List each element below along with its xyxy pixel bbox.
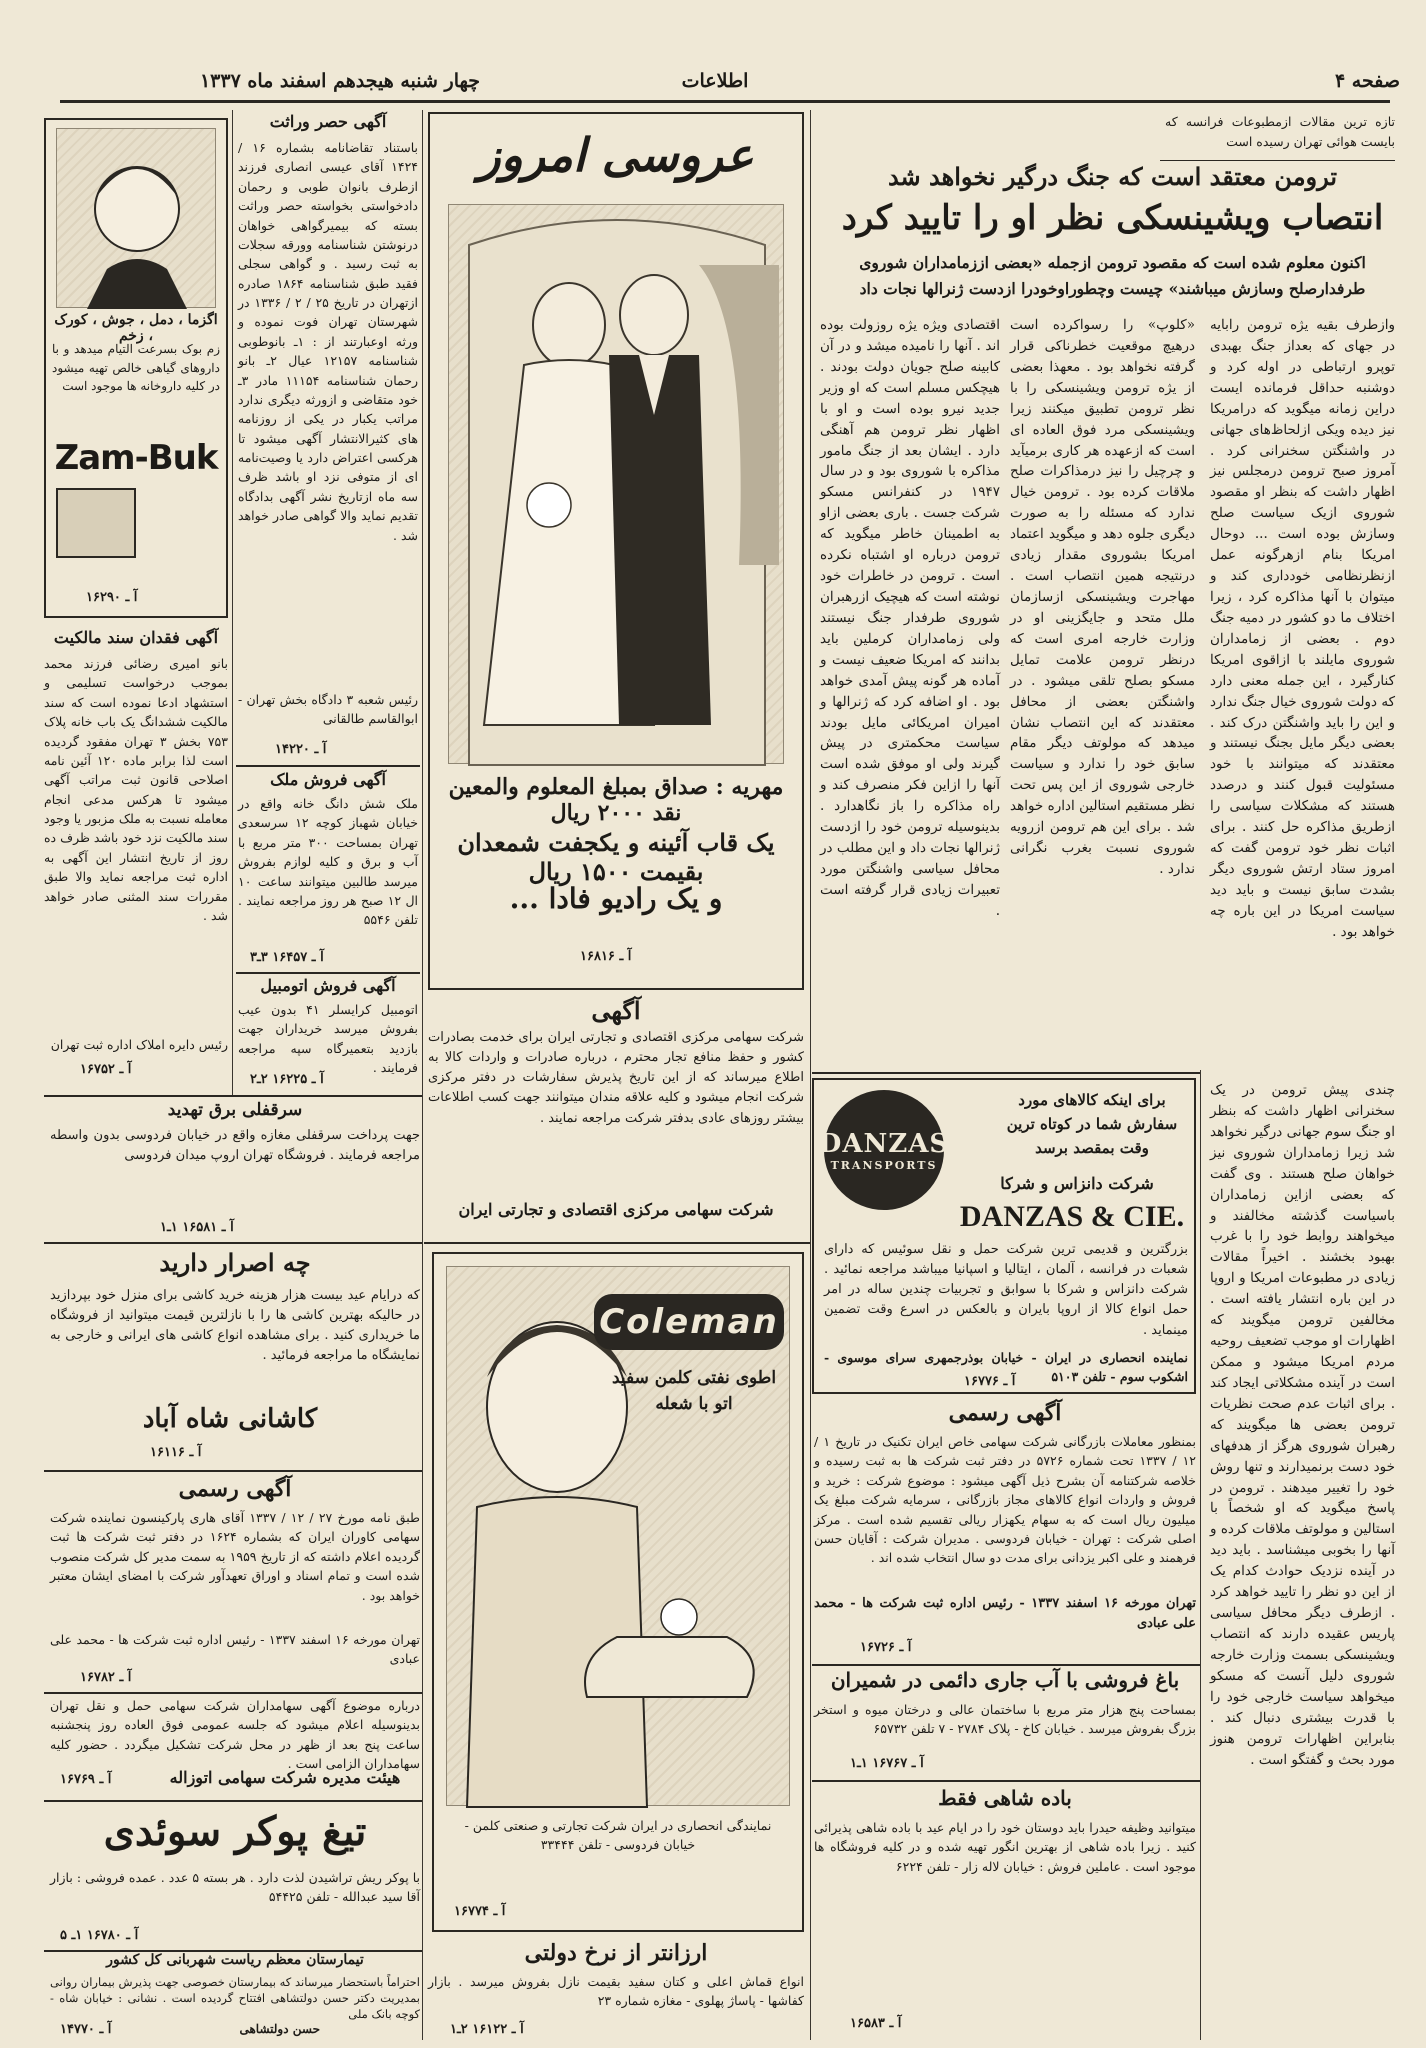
lost-notice-body: بانو امیری رضائی فرزند محمد بموجب درخواست تسلیمی و استشهاد ادعا نموده است که سند مالکیت ششدانگ یک باب خانه پلاک ۷۵۳ بخش ۳ تهران مفقود گردیده است لذا برابر ماده ۱۲۰ آئین نامه اصلاحی قانون ثبت مراتب آگهی میشود تا هرکس مدعی انجام معامله نسبت به ملک مزبور یا وجود سند مالکیت نزد خود باشد ظرف ده روز از تاریخ انتشار این آگهی به اداره ثبت مراجعه نماید والا طبق مقررات سند المثنی صادر خواهد شد . (44, 656, 228, 923)
article-headline: انتصاب ویشینسکی نظر او را تایید کرد (841, 198, 1384, 238)
zambuk-box-icon (56, 488, 136, 558)
garden-sale-body: بمساحت پنج هزار متر مربع با ساختمان عالی و درختان میوه و استخر بزرگ بفروش میرسد . خیابان کاخ - پلاک ۲۷۸۴ - ۷ تلفن ۶۵۷۳۲ (814, 1702, 1196, 1737)
page-number: صفحه ۴ (1334, 70, 1400, 92)
column-divider (422, 110, 423, 2040)
danzas-logo-icon (818, 1090, 950, 1210)
danzas-code: آ ـ ۱۶۷۷۶ (964, 1374, 1016, 1389)
zambuk-caption: اگزما ، دمل ، جوش ، کورک ، زخم (54, 312, 218, 344)
article-column-2: «کلوپ» را رسواکرده است درهیچ موقعیت خطرناکی قرار گرفته نخواهد بود . معهذا بعضی از یژ‌ه ترومن ویشینسکی را با نظر ترومن تطبیق میکنند زیرا ویشینسکی مرد فوق العاده ای است که ازعهده هر کاری برمیآید و چرچیل را نیز درمذاکرات صلح ملاقات کرده بود . ترومن خیال ندارد که مسئله را به صورت دیگری جلوه دهد و میگوید اعتماد امریکا بشوروی مقدار زیادی درنتیجه همین انتصاب است . مهاجرت ویشینسکی ازسازمان ملل متحد و جایگزینی او در وزارت خارجه امری است که درنظر ترومن علامت تمایل مسکو بصلح تلقی میشود . در واشنگتن بعضی از محافل معتقدند که این انتصاب نشان میدهد که مولوتف دیگر مقام سابق خود را ندارد و سیاست خارجی شوروی از این پس تحت نظر مستقیم استالین اداره خواهد شد . برای این هم ترومن ازرویه شوروی نسبت بغرب نگرانی ندارد . (1010, 317, 1195, 877)
company-registration-body: بمنظور معاملات بازرگانی شرکت سهامی خاص ایران تکنیک در تاریخ ۱ / ۱۲ / ۱۳۳۷ تحت شماره ۵۷۲۶ در دفتر ثبت شرکت ها به ثبت رسیده و خلاصه شرکتنامه آن بشرح ذیل آگهی میشود : موضوع شرکت : خرید و فروش و واردات انواع کالاهای مجاز بازرگانی ، سرمایه شرکت مبلغ یک میلیون ریال است که به سهام یکهزار ریالی تقسیم شده است . مرکز اصلی شرکت : تهران - خیابان فردوسی . مدیران شرکت : آقایان حسن فرهمند و علی اکبر یزدانی برای مدت دو سال انتخاب شده اند . (814, 1434, 1196, 1566)
bride-ad (428, 112, 804, 990)
fabric-ad-title: ارزانتر از نرخ دولتی (524, 1940, 708, 1966)
zambuk-body: زم بوک بسرعت التیام میدهد و با داروهای گیاهی خالص تهیه میشود در کلیه داروخانه ها موجود است (52, 342, 220, 394)
tile-shop-title: چه اصرار دارید (159, 1248, 311, 1277)
coleman-brand: Coleman (594, 1294, 784, 1350)
bride-ad-title: عروسی امروز (478, 128, 754, 182)
article-column-1: وازطرف بقیه یژ‌ه ترومن رابایه در ‌جهای که بعداز جنگ بهبدی توپرو ارتباطی در اوله کرد و دوشنبه حداقل فرمانده ایست دراین زمانه میگوید که درامریکا نیز دیده ویکی ازلحاظ‌های جهانی در واشنگتن سخنرانی کرد . آمروز صبح ترومن درمجلس نیز اظهار داشت که بنظر او مقصود شوروی ازیک سیاست صلح وسازش بوده است ... دوحال امریکا بنام ازهرگونه عمل ازنظرنظامی خودداری کند و میتوان با آنها مذاکره کرد ، زیرا اختلاف ما دو کشور در دمیه جنگ دوم . بعضی از زمامداران شوروی مایلند با ازاقوی امریکا کنارگیرد ، این جمله معنی دارد که دولت شوروی خیال جنگ ندارد و این را باید واشنگتن درک کند . بعضی دیگر مایل بجنگ نیستند و معتقدند که میتوانند با خود مسئولیت قبول کنند و درصدد هستند که مشکلات سیاسی را ازطریق مذاکره حل کنند . برای اثبات نظر خود ترومن گفت که امروز ستاد ارتش شوروی دیگر بشدت سابق نیست و باید دید سیاست امریکا در این باره چه خواهد بود . (1210, 317, 1395, 940)
bride-ad-line-3: و یک رادیو فادا ... (509, 882, 723, 915)
bride-ad-code: آ ـ ۱۶۸۱۶ (580, 949, 632, 964)
masthead-rule (60, 100, 1390, 103)
section-rule (236, 972, 420, 974)
danzas-brand: DANZAS & CIE. (959, 1200, 1185, 1233)
inheritance-title: آگهی حصر وراثت (269, 112, 387, 131)
garden-sale-title: باغ فروشی با آب جاری دائمی در شمیران (830, 1668, 1180, 1692)
woman-face-icon (57, 129, 217, 309)
section-rule (812, 1780, 1200, 1782)
brief-note: تازه ترین مقالات ازمطبوعات فرانسه که بایست هوائی تهران رسیده است (1165, 114, 1395, 149)
article-kicker: ترومن معتقد است که جنگ درگیر نخواهد شد (887, 162, 1338, 191)
zambuk-code: آ ـ ۱۶۲۹۰ (86, 590, 138, 605)
fabric-ad-body: انواع قماش اعلی و کتان سفید بقیمت نازل بفروش میرسد . بازار کفاشها - پاساژ پهلوی - مغازه شماره ۲۳ (428, 1974, 804, 2009)
wine-ad-code: آ ـ ۱۶۵۸۳ (850, 2016, 902, 2031)
coleman-ad (432, 1252, 804, 1932)
property-sale-body: ملک شش دانگ خانه واقع در خیابان شهباز کوچه ۱۲ سرسعدی تهران بمساحت ۳۰۰ متر مربع با آب و برق و کلیه لوازم بفروش میرسد طالبین میتوانند ساعت ۱۰ ال ۱۲ صبح هر روز مراجعه نمایند . تلفن ۵۵۴۶ (238, 796, 419, 928)
bride-ad-line-2: یک قاب آئینه و یکجفت شمعدان بقیمت ۱۵۰۰ ریال (457, 828, 775, 886)
tile-shop-body: که درایام عید بیست هزار هزینه خرید کاشی برای منزل خود بپردازید در حالیکه بهترین کاشی ها را با نازلترین قیمت میتوانید از فروشگاه ما خریداری کنید . برای مشاهده انواع کاشی های ایرانی و خارجی به نمایشگاه ما مراجعه فرمائید . (50, 1288, 420, 1364)
shop-ad-body: جهت پرداخت سرقفلی مغازه واقع در خیابان فردوسی بدون واسطه مراجعه فرمایند . فروشگاه تهران اروپ میدان فردوسی (50, 1128, 420, 1164)
section-rule (812, 1072, 1200, 1074)
clinic-title: تیمارستان معظم ریاست شهربانی کل کشور (106, 1952, 364, 1968)
column-divider (232, 110, 233, 1095)
wine-ad-title: باده شاهی فقط (938, 1786, 1072, 1810)
section-rule (424, 1242, 810, 1244)
article-subhead: اکنون معلوم شده است که مقصود ترومن ازجمله «بعضی اززمامداران شوروی طرفدارصلح وسازش میباشند» چیست وچطوراوخودرا ازدست ژنرالها نجات داد (859, 253, 1366, 299)
official-notice-title: آگهی رسمی (178, 1476, 292, 1502)
section-rule (44, 1242, 422, 1244)
section-rule (44, 1470, 422, 1472)
clinic-body: احتراماً باستحضار میرساند که بیمارستان خصوصی جهت پذیرش بیماران روانی بمدیریت دکتر حسن دولتشاهی افتتاح گردیده است . نشانی : خیابان شاه - کوچه بانک ملی (50, 1975, 420, 2022)
coleman-body: نمایندگی انحصاری در ایران شرکت تجارتی و صنعتی کلمن - خیابان فردوسی - تلفن ۳۳۴۴۴ (464, 1818, 772, 1853)
wine-ad-body: میتوانید وظیفه حیدرا باید دوستان خود را در ایام عید با باده شاهی پذیرائی کنید . زیرا باده شاهی از بهترین انگور تهیه شده و در کلیه فروشگاه ها موجود است . عاملین فروش : خیابان لاله زار - تلفن ۶۲۲۴ (814, 1820, 1196, 1874)
shop-ad-title: سرقفلی برق تهدید (167, 1100, 303, 1120)
car-sale-title: آگهی فروش اتومبیل (260, 976, 396, 995)
inheritance-code: آ ـ ۱۴۲۲۰ (275, 742, 327, 757)
wedding-couple-icon (449, 205, 785, 765)
zambuk-brand: Zam-Buk (54, 438, 218, 478)
danzas-address: نماینده انحصاری در ایران - خیابان بوذرجمهری سرای موسوی - اشکوب سوم - تلفن ۵۱۰۳ (824, 1350, 1188, 1385)
property-sale-title: آگهی فروش ملک (270, 770, 386, 789)
company-ad-body: شرکت سهامی مرکزی اقتصادی و تجارتی ایران برای خدمت بصادرات کشور و حفظ منافع تجار محترم ، درباره صادرات و واردات کالا به اطلاع میرساند که از این تاریخ پذیرش سفارشات در دفتر مرکزی شرکت انجام میشود و کلیه علاقه مندان میتوانند جهت کسب اطلاعات بیشتر روزهای عادی بدفتر شرکت مراجعه نمایند . (428, 1030, 804, 1126)
danzas-logo-subtext: TRANSPORTS (830, 1158, 938, 1172)
coleman-caption: اطوی نفتی کلمن سفید اتو با شعله (611, 1368, 777, 1414)
column-divider (1200, 1070, 1201, 2040)
shop-ad-code: آ ـ ۱۶۵۸۱ ۱ـ۱ (160, 1220, 234, 1235)
clinic-signature: حسن دولتشاهی (239, 2022, 320, 2036)
tile-shop-code: آ ـ ۱۶۱۱۶ (150, 1445, 202, 1460)
inheritance-body: باستناد تقاضانامه بشماره ۱۶ / ۱۴۲۴ آقای عیسی انصاری فرزند ازطرف بانوان طوبی و رحمان دادخواستی بخواسته حصر وراثت بسته که بیمیرگواهی خواهان درنوشتن شناسنامه وورقه سجلات به ثبت رسید . و گواهی سجلی فقید طبق شناسنامه ۱۸۶۴ صادره ازتهران در تاریخ ۲۵ / ۲ / ۱۳۳۶ در شهرستان تهران فوت نموده و ورثه اوعبارتند از : ۱ـ بانوطوبی شناسنامه ۱۲۱۵۷ عیال ۲ـ بانو رحمان شناسنامه ۱۱۱۵۴ مادر ۳ـ خود متقاضی و ازورثه دیگری ندارد مراتب یکبار در یکی از روزنامه های کثیرالانتشار آگهی میشود تا هرکسی اعتراض دارد یا وصیت‌نامه ای از متوفی نزد او باشد ظرف سه ماه ازتاریخ نشر آگهی بدادگاه تقدیم نماید والا گواهی صادر خواهد شد . (238, 140, 419, 543)
bride-ad-line-1: مهریه : صداق بمبلغ المعلوم والمعین نقد ۲۰۰۰ ریال (448, 774, 784, 826)
bride-illustration (448, 204, 784, 764)
danzas-body: بزرگترین و قدیمی ترین شرکت حمل و نقل سوئیس که دارای شعبات در فرانسه ، آلمان ، ایتالیا و اسپانیا میباشد مراجعه نمائید . شرکت دانزاس و شرکا با سوابق و تجربیات چندین ساله در امر حمل انواع کالا از اروپا بایران و بالعکس در اسرع وقت تضمین مینماید . (824, 1242, 1188, 1338)
danzas-intro: برای اینکه کالاهای مورد سفارش شما در کوتاه ترین وقت بمقصد برسد (1006, 1091, 1178, 1157)
section-rule (44, 1800, 422, 1802)
razor-blade-title: تیغ پوکر سوئدی (103, 1808, 367, 1855)
official-notice-code: آ ـ ۱۶۷۸۲ (80, 1670, 132, 1685)
razor-blade-body: با پوکر ریش تراشیدن لذت دارد . هر بسته ۵ عدد . عمده فروشی : بازار آقا سید عبدالله - تلفن ۵۴۴۲۵ (50, 1870, 421, 1905)
company-registration-title: آگهی رسمی (948, 1400, 1062, 1426)
company-registration-signature: تهران مورخه ۱۶ اسفند ۱۳۳۷ - رئیس اداره ثبت شرکت ها - محمد علی عبادی (814, 1596, 1196, 1632)
lost-notice-code: آ ـ ۱۶۷۵۲ (80, 1062, 132, 1077)
board-notice-code: آ ـ ۱۶۷۶۹ (60, 1772, 112, 1787)
car-sale-code: آ ـ ۱۶۲۲۵ ۲ـ۲ (250, 1072, 324, 1087)
company-registration-code: آ ـ ۱۶۷۲۶ (860, 1640, 912, 1655)
column-divider (810, 110, 811, 2040)
garden-sale-code: آ ـ ۱۶۷۶۷ ۱ـ۱ (850, 1756, 924, 1771)
coleman-code: آ ـ ۱۶۷۷۴ (454, 1904, 506, 1919)
danzas-brand-fa: شرکت دانزاس و شرکا (1000, 1174, 1154, 1193)
danzas-ad (812, 1078, 1196, 1394)
section-rule (236, 765, 420, 767)
paper-name: اطلاعات (681, 70, 749, 92)
car-sale-body: اتومبیل کرایسلر ۴۱ بدون عیب بفروش میرسد خریداران جهت بازدید بتعمیرگاه سپه مراجعه فرمایند . (238, 1002, 418, 1076)
company-ad-title: آگهی (591, 996, 641, 1025)
clinic-code: آ ـ ۱۴۷۷۰ (60, 2022, 112, 2037)
lost-notice-signature: رئیس دایره املاک اداره ثبت تهران (50, 1037, 228, 1052)
danzas-logo-text: DANZAS (818, 1128, 950, 1159)
inheritance-signature: رئیس شعبه ۳ دادگاه بخش تهران - ابوالقاسم طالقانی (238, 692, 418, 727)
article-column-3: اقتصادی ویژه یژ‌ه روزولت بوده اند . آنها را نامیده میشد و در آن کابینه صلح جویان دولت بودند . هیچکس مسلم است که او وزیر جدید نیرو بوده است و او با اظهار نظر ترومن هم آهنگی دارد . ایشان بعد از جنگ مامور مذاکره با شوروی بود و در سال ۱۹۴۷ در کنفرانس مسکو شرکت جست . باری بعضی ازاو به اطمینان خاطر میگوید که ترومن درباره او اشتباه نکرده است . ترومن در خاطرات خود نوشته است که هیچیک ازرهبران شوروی طرفدار جنگ نیستند ولی زمامداران کرملین باید بدانند که امریکا ضعیف نیست و آماده هر گونه پیش آمدی خواهد بود . او اضافه کرد که ژنرالها و امیران امریکائی مایل بودند سیاست محکمتری در پیش گیرند ولی او موفق شده است آنها را ازاین فکر منصرف کند و راه مذاکره را باز نگاهدارد . بدینوسیله ترومن خود را ازدست ژنرالها نجات داد و این مطلب در محافل سیاسی واشنگتن مورد تعبیرات زیادی قرار گرفته است . (820, 317, 1000, 919)
zambuk-illustration (56, 128, 216, 308)
fabric-ad-code: آ ـ ۱۶۱۲۲ ۲ـ۱ (450, 2022, 524, 2037)
section-rule (44, 1095, 422, 1097)
official-notice-body: طبق نامه مورخ ۲۷ / ۱۲ / ۱۳۳۷ آقای هاری پارکینسون نماینده شرکت سهامی کاوران ایران که بشماره ۱۶۲۴ در دفتر ثبت شرکت ها ثبت گردیده اعلام داشته که از تاریخ ۱۹۵۹ به سمت مدیر کل شرکت منصوب شده است و تمام اسناد و اوراق تعهدآور شرکت با امضای ایشان معتبر خواهد بود . (50, 1510, 420, 1603)
lost-notice-title: آگهی فقدان سند مالکیت (53, 628, 219, 647)
zambuk-ad (44, 118, 228, 618)
board-notice-body: درباره موضوع آگهی سهامداران شرکت سهامی حمل و نقل تهران بدینوسیله اعلام میشود که جلسه عمومی فوق العاده روز پنجشنبه ساعت پنج بعد از ظهر در محل شرکت تشکیل میگردد . حضور کلیه سهامداران الزامی است . (50, 1698, 420, 1772)
property-sale-code: آ ـ ۱۶۴۵۷ ۳ـ۳ (250, 950, 324, 965)
brief-rule (1160, 160, 1395, 161)
tile-shop-brand: کاشانی شاه آباد (142, 1404, 318, 1434)
section-rule (812, 1664, 1200, 1666)
article-continuation: چندی پیش ترومن در یک سخنرانی اظهار داشت که بنظر او جنگ سوم جهانی درگیر نخواهد شد زیرا زمامداران شوروی نیز خواهان صلح هستند . وی گفت که بعضی ازاین زمامداران باسیاست گذشته مخالفند و میخواهند روابط خود را با غرب بهبود بخشند . اخیراً مقالات زیادی در مطبوعات امریکا و اروپا در این باره انتشار یافته است . مخالفین ترومن میگویند که اظهارات او موجب تضعیف روحیه مردم امریکا میشود و ممکن است در آینده مشکلاتی ایجاد کند . برای اثبات عدم صحت نظریات ترومن بعضی ها میگویند که رهبران شوروی هرگز از هدفهای خود دست برنمیدارند و تنها روش خود را تغییر میدهند . ترومن در پاسخ میگوید که او شخصاً با استالین و مولوتف ملاقات کرده و آنها را بخوبی میشناسد . باید دید در آینده نزدیک حوادث کدام یک از این دو نظر را تایید خواهد کرد . ازطرف دیگر محافل سیاسی پاریس عقیده دارند که انتصاب ویشینسکی بسمت وزارت خارجه شوروی دلیل آنست که مسکو میخواهد سیاست خارجی خود را با قدرت بیشتری دنبال کند . بنابراین اظهارات ترومن هنوز مورد بحث و گفتگو است . (1210, 1082, 1395, 1768)
board-notice-signature: هیئت مدیره شرکت سهامی اتوزاله (169, 1768, 401, 1787)
issue-date: چهار شنبه هیجدهم اسفند ماه ۱۳۳۷ (199, 70, 480, 92)
company-ad-signature: شرکت سهامی مرکزی اقتصادی و تجارتی ایران (458, 1200, 774, 1219)
official-notice-signature: تهران مورخه ۱۶ اسفند ۱۳۳۷ - رئیس اداره ثبت شرکت ها - محمد علی عبادی (50, 1632, 420, 1667)
section-rule (44, 1692, 422, 1694)
razor-blade-code: آ ـ ۱۶۷۸۰ ۱ـ ۵ (60, 1928, 139, 1943)
